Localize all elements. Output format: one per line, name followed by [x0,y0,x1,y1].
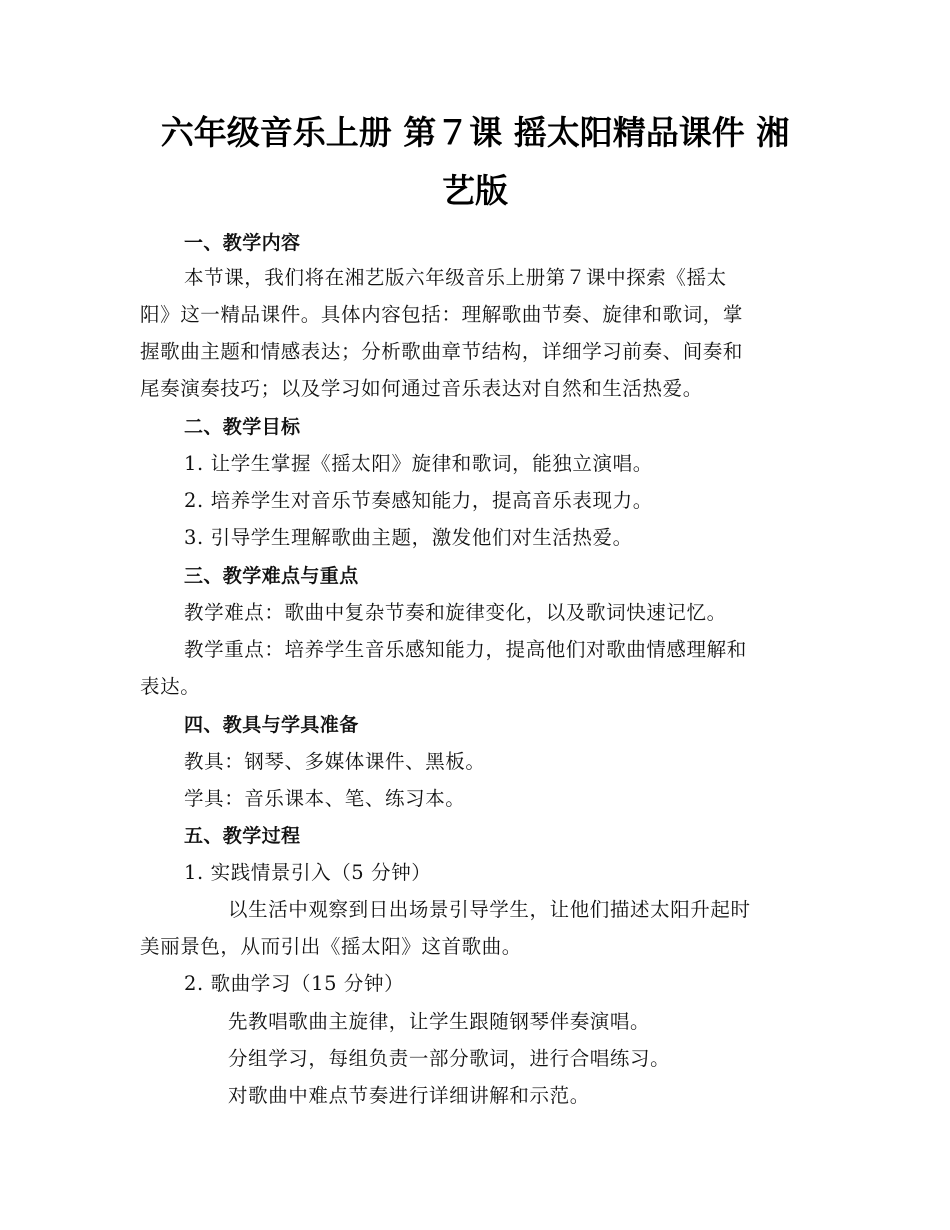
paragraph-line: 对歌曲中难点节奏进行详细讲解和示范。 [228,1084,590,1107]
paragraph-line: 尾奏演奏技巧；以及学习如何通过音乐表达对自然和生活热爱。 [140,377,703,400]
section-heading-teaching-process: 五、教学过程 [184,825,301,847]
paragraph-line: 美丽景色，从而引出《摇太阳》这首歌曲。 [140,935,522,958]
step-label: 2. 歌曲学习（15 分钟） [184,972,405,995]
list-item: 3. 引导学生理解歌曲主题，激发他们对生活热爱。 [184,526,633,549]
paragraph-line: 握歌曲主题和情感表达；分析歌曲章节结构，详细学习前奏、间奏和 [140,340,744,363]
document-title-line-2: 艺版 [442,171,508,210]
step-label: 1. 实践情景引入（5 分钟） [184,861,432,884]
section-heading-materials: 四、教具与学具准备 [184,714,359,736]
list-item: 1. 让学生掌握《摇太阳》旋律和歌词，能独立演唱。 [184,452,653,475]
section-heading-difficulties: 三、教学难点与重点 [184,565,359,587]
section-heading-teaching-goals: 二、教学目标 [184,416,301,438]
paragraph-line: 教具：钢琴、多媒体课件、黑板。 [184,750,486,773]
paragraph-line: 以生活中观察到日出场景引导学生，让他们描述太阳升起时 [228,898,751,921]
section-heading-teaching-content: 一、教学内容 [184,232,301,254]
paragraph-line: 学具：音乐课本、笔、练习本。 [184,787,466,810]
document-title-line-1: 六年级音乐上册 第７课 摇太阳精品课件 湘 [160,113,790,152]
paragraph-line: 教学难点：歌曲中复杂节奏和旋律变化，以及歌词快速记忆。 [184,601,727,624]
paragraph-line: 先教唱歌曲主旋律，让学生跟随钢琴伴奏演唱。 [228,1010,651,1033]
paragraph-line: 阳》这一精品课件。具体内容包括：理解歌曲节奏、旋律和歌词，掌 [140,303,744,326]
paragraph-line: 表达。 [140,675,201,698]
paragraph-line: 本节课，我们将在湘艺版六年级音乐上册第７课中探索《摇太 [184,266,727,289]
paragraph-line: 分组学习，每组负责一部分歌词，进行合唱练习。 [228,1047,671,1070]
paragraph-line: 教学重点：培养学生音乐感知能力，提高他们对歌曲情感理解和 [184,638,747,661]
list-item: 2. 培养学生对音乐节奏感知能力，提高音乐表现力。 [184,489,653,512]
